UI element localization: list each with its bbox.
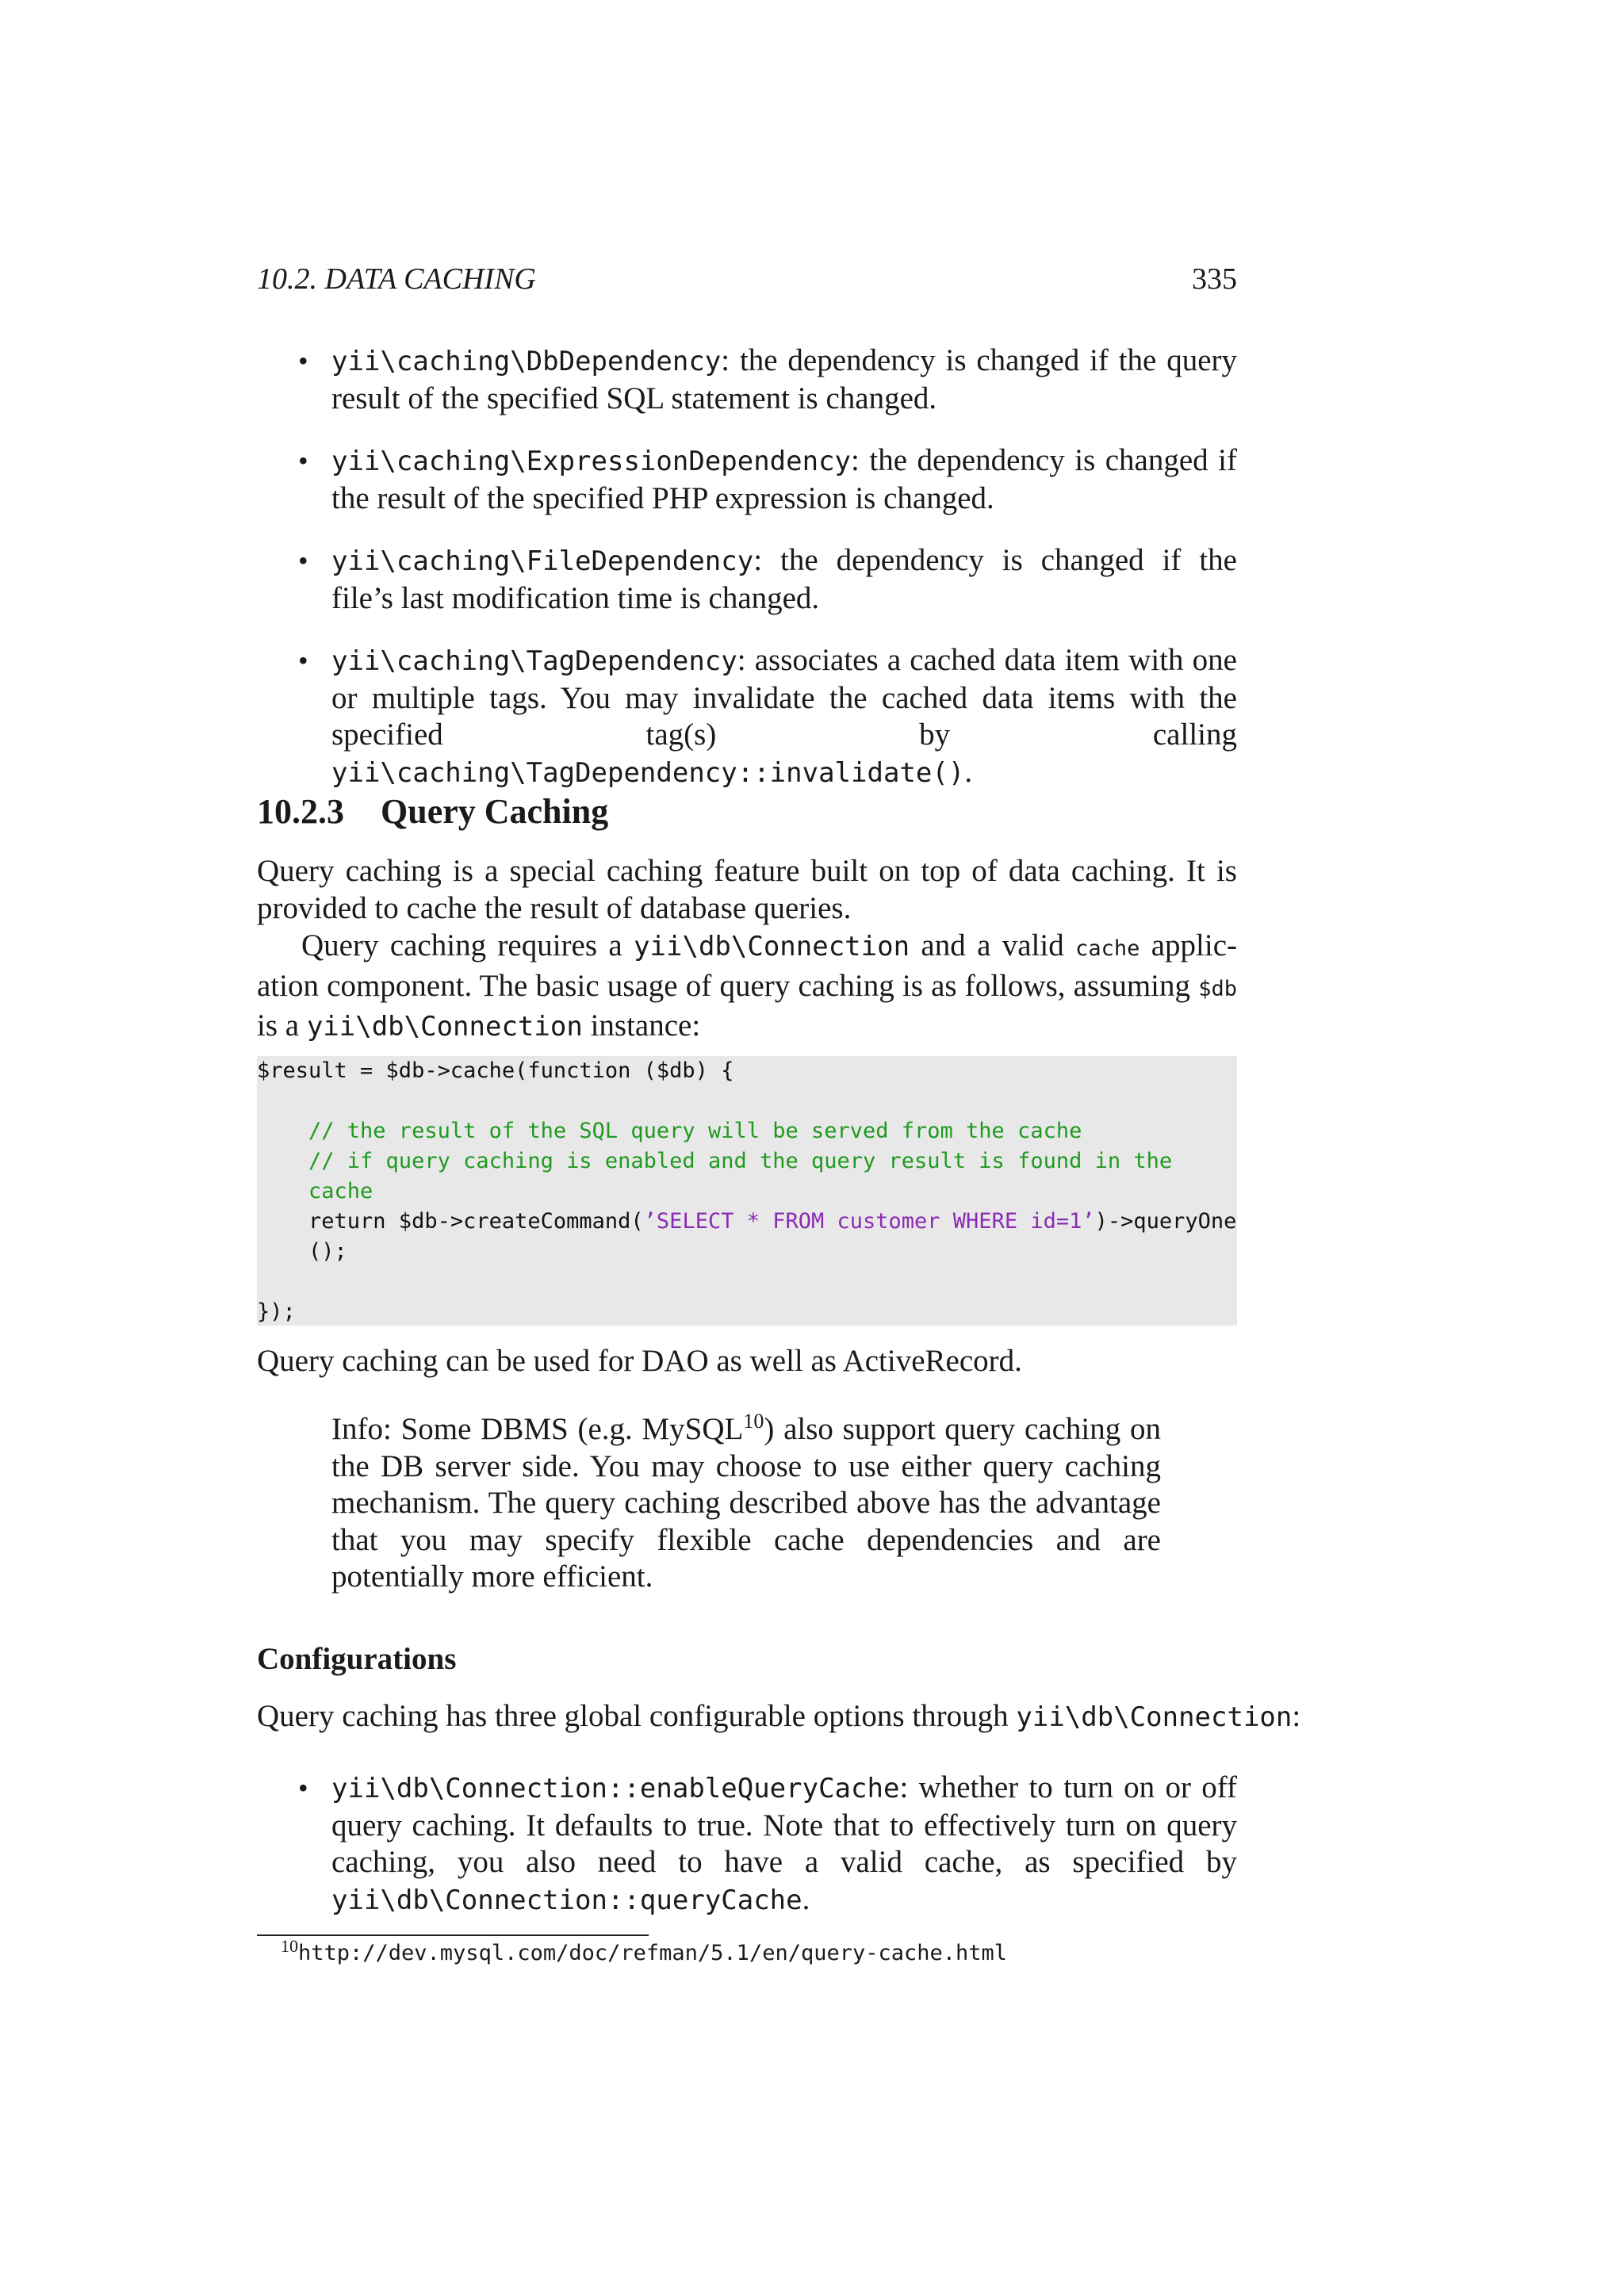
running-header bbox=[257, 262, 1237, 297]
list-item bbox=[298, 542, 1237, 617]
class-link[interactable]: yii\db\Connection bbox=[1016, 1701, 1293, 1733]
list-item bbox=[298, 1770, 1237, 1919]
text: instance: bbox=[582, 1008, 701, 1043]
item-text-end: . bbox=[802, 1881, 810, 1916]
code-string: ’SELECT * FROM customer WHERE id=1’ bbox=[643, 1209, 1095, 1234]
code-line: }); bbox=[257, 1299, 296, 1324]
class-link[interactable]: yii\caching\ExpressionDependency bbox=[331, 446, 852, 477]
list-item bbox=[298, 342, 1237, 417]
list-item bbox=[298, 642, 1237, 791]
class-link[interactable]: yii\caching\DbDependency bbox=[331, 346, 722, 377]
text: Query caching has three global configurable options through bbox=[257, 1699, 1017, 1733]
item-text: : associates a cached data item with one or multiple tags. You may invalidate the cached data items with the specified tag(s) by calling bbox=[331, 643, 1237, 752]
footnote bbox=[281, 1936, 1008, 1965]
bullet-icon: • bbox=[298, 1772, 308, 1804]
code-line bbox=[257, 1207, 1237, 1237]
code-text: )->queryOne bbox=[1094, 1209, 1237, 1234]
subsection-heading: Configurations bbox=[257, 1642, 457, 1676]
bullet-icon: • bbox=[298, 545, 308, 576]
footnote-mark: 10 bbox=[281, 1936, 298, 1956]
code-comment: cache bbox=[257, 1179, 373, 1203]
paragraph: Query caching can be used for DAO as well as ActiveRecord. bbox=[257, 1344, 1022, 1378]
code-line-blank bbox=[257, 1086, 1237, 1116]
class-link[interactable]: yii\db\Connection bbox=[306, 1011, 583, 1043]
item-text: : the dependency is changed if the query result of the specified SQL statement is changed. bbox=[331, 343, 1237, 415]
footnote-divider bbox=[257, 1934, 649, 1936]
section-title: Query Caching bbox=[381, 792, 609, 831]
section-number: 10.2.3 bbox=[257, 792, 344, 831]
property-link[interactable]: yii\db\Connection::enableQueryCache bbox=[331, 1773, 900, 1804]
item-text: : the dependency is changed if the result of the specified PHP expression is changed. bbox=[331, 443, 1237, 515]
code-comment: // if query caching is enabled and the query result is found in the bbox=[257, 1149, 1173, 1173]
config-list bbox=[298, 1770, 1237, 1944]
section-heading bbox=[257, 791, 608, 832]
page-number: 335 bbox=[1192, 262, 1237, 296]
code-line: $result = $db->cache(function ($db) { bbox=[257, 1058, 734, 1083]
list-item bbox=[298, 442, 1237, 517]
paragraph: Query caching is a special caching feature built on top of data caching. It is provided to cache the result of database queries. bbox=[257, 854, 1237, 925]
footnote-url[interactable]: http://dev.mysql.com/doc/refman/5.1/en/query-cache.html bbox=[298, 1941, 1008, 1965]
inline-code: $db bbox=[1198, 976, 1237, 1001]
info-text: ) also support query caching on the DB server side. You may choose to use either query caching mechanism. The query caching described above has the advantage that you may specify flexible cache dependencies and are potentially more efficient. bbox=[331, 1412, 1161, 1594]
bullet-icon: • bbox=[298, 445, 308, 476]
item-text-end: . bbox=[964, 754, 973, 789]
code-comment: // the result of the SQL query will be served from the cache bbox=[257, 1119, 1082, 1143]
paragraph bbox=[257, 928, 1237, 1046]
text: is a bbox=[257, 1008, 307, 1043]
class-link[interactable]: yii\caching\TagDependency bbox=[331, 645, 737, 677]
info-text: Info: Some DBMS (e.g. MySQL bbox=[331, 1412, 744, 1446]
paragraph bbox=[257, 1698, 1312, 1736]
text: and a valid bbox=[910, 928, 1076, 962]
dependency-list bbox=[298, 342, 1237, 817]
footnote-ref[interactable]: 10 bbox=[743, 1410, 764, 1433]
item-text: : whether to turn on or off query caching. It defaults to true. Note that to effectively turn on query caching, you also need to have a valid cache, as specified by bbox=[331, 1770, 1237, 1879]
inline-code: cache bbox=[1075, 936, 1140, 961]
class-link[interactable]: yii\caching\FileDependency bbox=[331, 545, 754, 577]
property-link[interactable]: yii\db\Connection::queryCache bbox=[331, 1884, 802, 1916]
code-line: (); bbox=[257, 1239, 347, 1264]
code-line-blank bbox=[257, 1267, 1237, 1297]
code-text: return $db->createCommand( bbox=[257, 1209, 644, 1234]
bullet-icon: • bbox=[298, 645, 308, 676]
code-listing bbox=[257, 1056, 1237, 1326]
bullet-icon: • bbox=[298, 345, 308, 377]
chapter-title: 10.2. DATA CACHING bbox=[257, 262, 536, 296]
method-link[interactable]: yii\caching\TagDependency::invalidate() bbox=[331, 756, 965, 789]
class-link[interactable]: yii\db\Connection bbox=[634, 931, 910, 962]
item-text: : the dependency is changed if the file’s last modification time is changed. bbox=[331, 543, 1237, 615]
text: Query caching requires a bbox=[301, 928, 634, 962]
text: applic-ation component. The basic usage of query caching is as follows, assuming bbox=[257, 928, 1237, 1003]
text: : bbox=[1292, 1699, 1301, 1733]
info-note bbox=[331, 1411, 1161, 1596]
